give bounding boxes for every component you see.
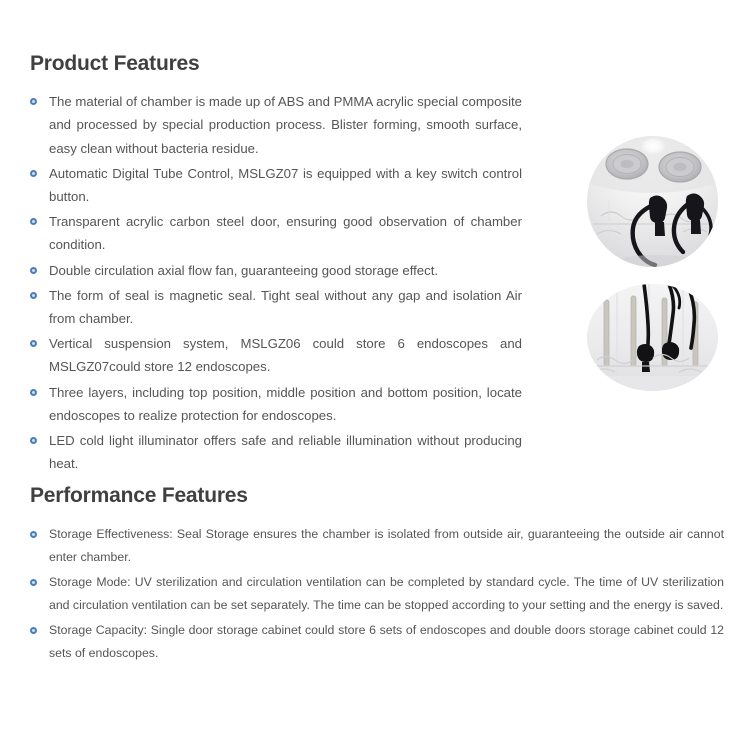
bullet-ring-icon <box>30 531 37 538</box>
list-item <box>30 571 724 616</box>
performance-features-section <box>30 484 724 667</box>
bullet-ring-icon <box>30 579 37 586</box>
bullet-ring-icon <box>30 292 37 299</box>
list-item <box>30 332 522 378</box>
list-item <box>30 381 522 427</box>
list-item-text: Storage Mode: UV sterilization and circulation ventilation can be completed by standard cycle. The time of UV sterilization and circulation ventilation can be set separately. The time can be stopped according to your setting and the energy is saved. <box>49 575 724 612</box>
performance-features-list <box>30 523 724 664</box>
bullet-ring-icon <box>30 389 37 396</box>
product-features-list <box>30 90 522 475</box>
list-item-text: Transparent acrylic carbon steel door, ensuring good observation of chamber condition. <box>49 214 522 253</box>
list-item-text: The form of seal is magnetic seal. Tight seal without any gap and isolation Air from chamber. <box>49 287 522 326</box>
bullet-ring-icon <box>30 437 37 444</box>
list-item-text: Double circulation axial flow fan, guaranteeing good storage effect. <box>49 262 439 278</box>
list-item <box>30 210 522 256</box>
performance-features-heading: Performance Features <box>30 484 248 507</box>
list-item-text: Storage Capacity: Single door storage cabinet could store 6 sets of endoscopes and double doors storage cabinet could 12 sets of endoscopes. <box>49 623 724 660</box>
bullet-ring-icon <box>30 627 37 634</box>
product-features-section <box>30 52 522 477</box>
list-item-text: Storage Effectiveness: Seal Storage ensures the chamber is isolated from outside air, guaranteeing the outside air cannot enter chamber. <box>49 527 724 564</box>
bullet-ring-icon <box>30 218 37 225</box>
list-item <box>30 429 522 475</box>
list-item <box>30 523 724 568</box>
product-photo-column <box>587 136 719 391</box>
list-item-text: The material of chamber is made up of ABS and PMMA acrylic special composite and processed by special production process. Blister forming, smooth surface, easy clean without bacteria residue. <box>49 94 522 156</box>
bullet-ring-icon <box>30 170 37 177</box>
endoscope-cabinet-interior-photo <box>587 136 718 267</box>
list-item-text: Automatic Digital Tube Control, MSLGZ07 is equipped with a key switch control button. <box>49 165 522 204</box>
bullet-ring-icon <box>30 340 37 347</box>
list-item <box>30 162 522 208</box>
list-item <box>30 90 522 160</box>
endoscope-hanging-rods-photo <box>587 284 718 391</box>
list-item <box>30 619 724 664</box>
list-item <box>30 284 522 330</box>
bullet-ring-icon <box>30 267 37 274</box>
list-item-text: LED cold light illuminator offers safe and reliable illumination without producing heat. <box>49 432 522 472</box>
list-item-text: Three layers, including top position, middle position and bottom position, locate endoscopes to realize protection for endoscopes. <box>49 384 522 423</box>
bullet-ring-icon <box>30 98 37 105</box>
list-item <box>30 259 522 282</box>
product-features-heading: Product Features <box>30 52 200 75</box>
list-item-text: Vertical suspension system, MSLGZ06 could store 6 endoscopes and MSLGZ07could store 12 endoscopes. <box>49 336 522 375</box>
